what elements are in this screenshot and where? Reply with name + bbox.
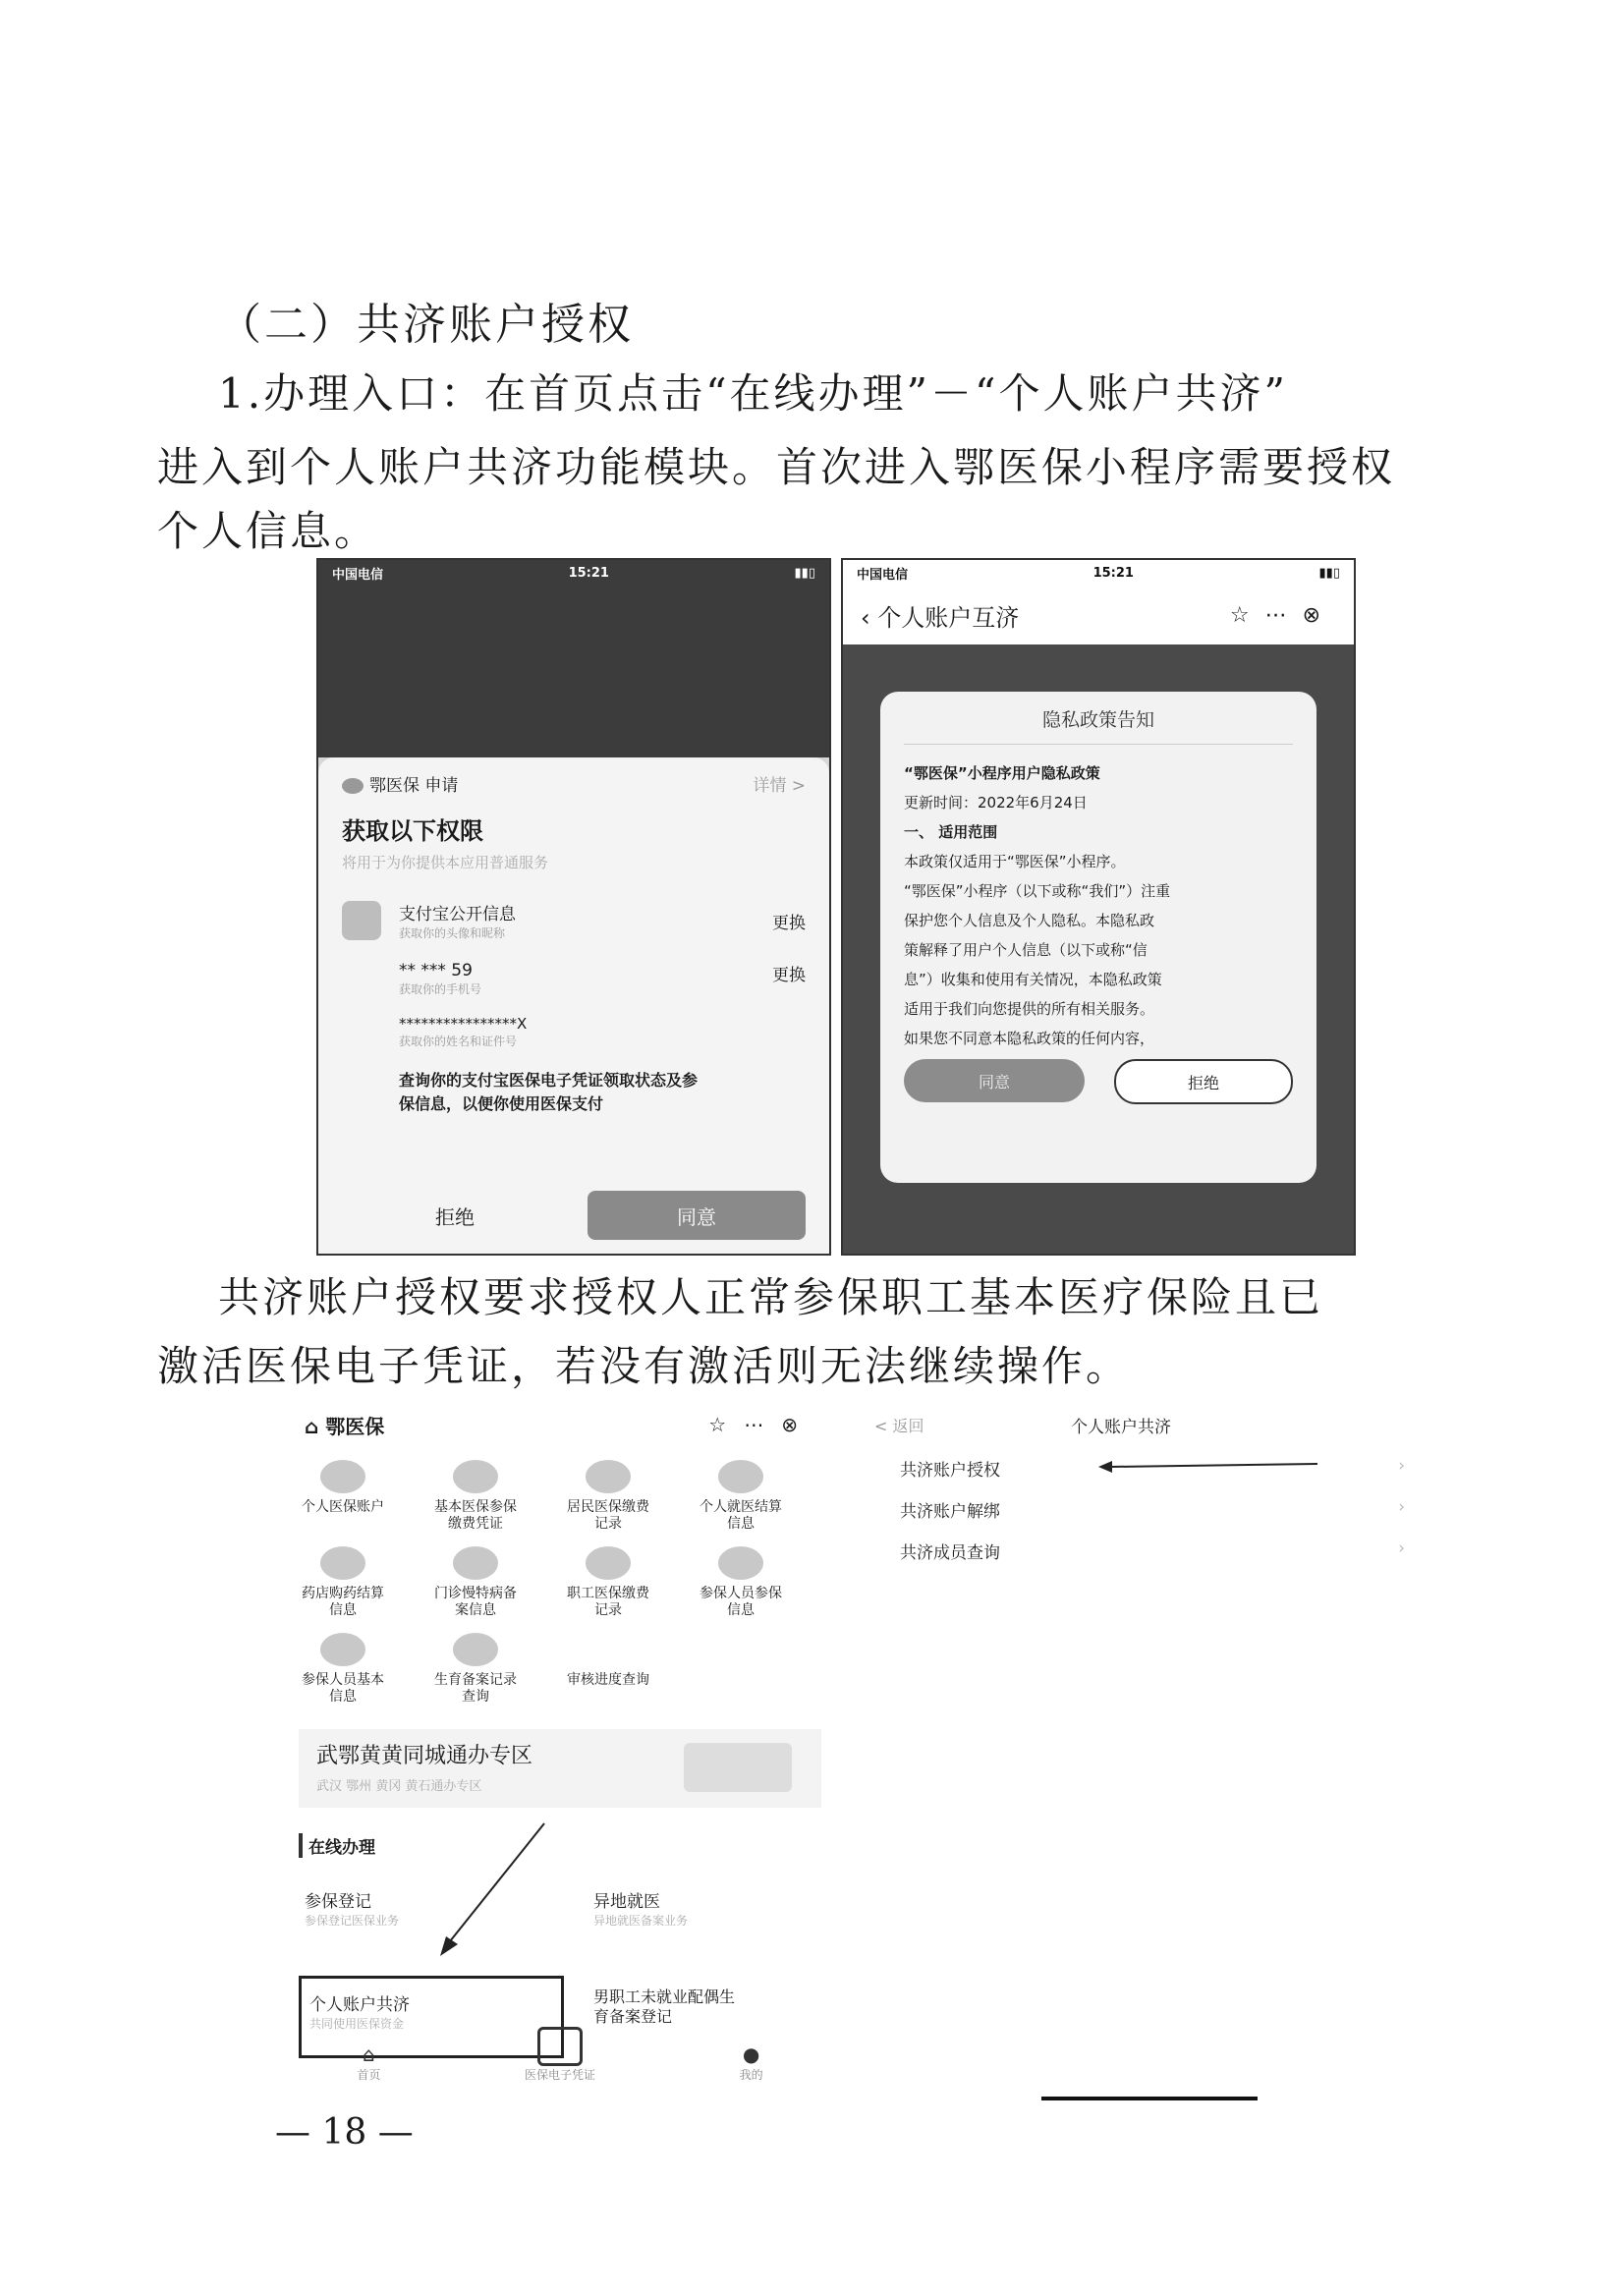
policy-line: 息”）收集和使用有关情况，本隐私政策 [904,971,1162,988]
grid-item[interactable] [431,1460,520,1533]
battery-icon: ▮▮▯ [1318,565,1340,581]
grid-item[interactable] [299,1546,387,1619]
service-icon [453,1460,498,1493]
tab-home[interactable] [357,2043,380,2083]
service-icon [718,1460,763,1493]
chevron-right-icon: › [1398,1539,1405,1558]
star-icon[interactable]: ☆ [708,1413,745,1436]
home-icon[interactable]: ⌂ [305,1414,319,1438]
grid-label: 职工医保缴费记录 [567,1586,649,1618]
grid-item[interactable] [431,1546,520,1619]
agree-button[interactable]: 同意 [588,1191,806,1240]
notice-line: 保信息，以便你使用医保支付 [399,1094,604,1113]
permissions-title: 获取以下权限 [342,817,483,845]
banner-title: 武鄂黄黄同城通办专区 [316,1744,533,1768]
more-icon[interactable]: ⋯ [744,1413,782,1436]
grid-label: 基本医保参保缴费凭证 [434,1499,517,1532]
policy-line: 保护您个人信息及个人隐私。本隐私政 [904,912,1155,929]
permission-sub: 获取你的手机号 [399,982,482,996]
paragraph-1-line-3: 个人信息。 [157,507,379,555]
policy-line: 一、 适用范围 [904,823,998,841]
permission-item [342,900,806,941]
pointer-arrow-icon [1096,1458,1322,1474]
grid-label: 个人就医结算信息 [700,1499,782,1532]
clock: 15:21 [1092,565,1134,581]
permissions-subtitle: 将用于为你提供本应用普通服务 [342,854,549,871]
service-icon [453,1546,498,1580]
city-banner[interactable] [299,1729,821,1808]
paragraph-1-line-1: 1.办理入口：在首页点击“在线办理”－“个人账户共济” [218,369,1288,418]
grid-item[interactable] [564,1460,652,1533]
grid-label: 药店购药结算信息 [302,1586,384,1618]
notice-text [342,1069,806,1116]
tab-medical-code[interactable] [525,2027,595,2083]
page-number: — 18 — [275,2112,414,2153]
tab-label: 首页 [357,2068,381,2082]
battery-icon: ▮▮▯ [794,565,815,581]
menu-title: 个人账户共济 [1071,1417,1171,1437]
service-icon [320,1460,365,1493]
permission-label: 支付宝公开信息 [399,905,516,924]
paragraph-1-line-2: 进入到个人账户共济功能模块。首次进入鄂医保小程序需要授权 [157,443,1396,491]
tab-bar [285,2028,835,2083]
qr-code-icon [537,2027,583,2066]
grid-label: 个人医保账户 [302,1499,384,1515]
service-icon [320,1546,365,1580]
banner-subtitle: 武汉 鄂州 黄冈 黄石通办专区 [316,1779,482,1794]
service-icon [586,1546,631,1580]
tab-label: 医保电子凭证 [524,2068,595,2082]
permission-item [342,961,806,997]
grid-item[interactable] [299,1633,387,1706]
grid-item[interactable] [564,1546,652,1619]
permission-item [342,1015,806,1049]
grid-label: 生育备案记录查询 [434,1672,517,1705]
service-sub: 异地就医备案业务 [593,1914,689,1928]
menu-label: 共济成员查询 [900,1543,1000,1563]
pointer-arrow-icon [436,1819,554,1966]
app-request-label: 鄂医保 申请 [369,776,459,796]
permission-sub: 获取你的头像和昵称 [399,926,506,940]
service-sub: 共同使用医保资金 [309,2017,405,2031]
service-card[interactable] [593,1887,829,1929]
tab-profile[interactable] [740,2043,763,2083]
back-button[interactable]: < 返回 [874,1416,924,1435]
chevron-right-icon: › [1398,1456,1405,1476]
paragraph-2-line-2: 激活医保电子凭证，若没有激活则无法继续操作。 [157,1342,1131,1390]
privacy-dialog [880,692,1316,1183]
service-card[interactable] [593,1987,741,2027]
screenshot-home [285,1405,835,2083]
policy-line: 适用于我们向您提供的所有相关服务。 [904,1000,1155,1018]
grid-item[interactable] [564,1633,652,1706]
tab-label: 我的 [739,2068,763,2082]
details-link[interactable]: 详情 > [753,776,806,796]
home-icon: ⌂ [362,2043,375,2066]
screenshot-privacy-policy [841,558,1356,1256]
more-icon[interactable]: ⋯ [1264,602,1303,628]
permission-sub: 获取你的姓名和证件号 [399,1035,518,1048]
close-icon[interactable]: ⊗ [1302,602,1336,628]
clock: 15:21 [568,565,609,581]
grid-label: 审核进度查询 [567,1672,649,1688]
screenshot-authorization [316,558,831,1256]
permission-label: ****************X [399,1015,528,1033]
change-button[interactable]: 更换 [772,966,806,985]
section-heading: （二）共济账户授权 [218,300,634,350]
banner-illustration-icon [684,1743,792,1792]
star-icon[interactable]: ☆ [1229,602,1265,628]
decorative-rule [1041,2097,1258,2100]
service-icon [320,1633,365,1666]
reject-button[interactable]: 拒绝 [435,1204,475,1229]
menu-item-authorize[interactable] [900,1456,1405,1497]
reject-button[interactable]: 拒绝 [1114,1059,1293,1104]
chevron-right-icon: › [1398,1497,1405,1517]
service-icon [586,1460,631,1493]
menu-label: 共济账户解绑 [900,1502,1000,1522]
grid-label: 居民医保缴费记录 [567,1499,649,1532]
close-icon[interactable]: ⊗ [781,1413,815,1436]
policy-line: “鄂医保”小程序（以下或称“我们”）注重 [904,882,1171,900]
service-title: 个人账户共济 [309,1995,410,2015]
nav-title: 个人账户互济 [877,603,1020,632]
menu-label: 共济账户授权 [900,1461,1000,1481]
policy-line: 策解释了用户个人信息（以下或称“信 [904,941,1148,959]
grid-label: 参保人员基本信息 [302,1672,384,1705]
dialog-title: 隐私政策告知 [904,705,1293,745]
permission-label: ** *** 59 [399,961,473,980]
app-title: 鄂医保 [325,1414,385,1438]
grid-label: 参保人员参保信息 [700,1586,782,1618]
policy-text [904,758,1293,1053]
agree-button[interactable]: 同意 [904,1059,1085,1102]
menu-item-unbind[interactable] [900,1497,1405,1539]
policy-line: 更新时间：2022年6月24日 [904,794,1088,812]
service-title: 异地就医 [593,1892,660,1912]
service-title: 男职工未就业配偶生育备案登记 [593,1987,736,2026]
user-icon: ● [742,2043,760,2066]
grid-item[interactable] [697,1460,785,1533]
policy-line: 如果您不同意本隐私政策的任何内容， [904,1030,1155,1047]
notice-line: 查询你的支付宝医保电子凭证领取状态及参 [399,1071,699,1090]
change-button[interactable]: 更换 [772,913,806,933]
service-title: 参保登记 [305,1892,371,1912]
service-icon [718,1546,763,1580]
alipay-avatar-icon [342,901,381,940]
service-grid [285,1444,835,1706]
back-icon[interactable]: ‹ [861,603,870,632]
carrier-label: 中国电信 [332,567,384,583]
menu-item-members[interactable] [900,1539,1405,1580]
grid-label: 门诊慢特病备案信息 [434,1586,517,1618]
paragraph-2-line-1: 共济账户授权要求授权人正常参保职工基本医疗保险且已 [218,1273,1324,1321]
app-logo-icon [342,778,364,794]
grid-item[interactable] [697,1546,785,1619]
grid-item[interactable] [299,1460,387,1533]
carrier-label: 中国电信 [857,567,909,583]
online-section-title: 在线办理 [299,1833,821,1858]
policy-line: “鄂医保”小程序用户隐私政策 [904,764,1100,782]
grid-item[interactable] [431,1633,520,1706]
service-icon [453,1633,498,1666]
screenshot-shared-account-menu [865,1405,1415,1582]
policy-line: 本政策仅适用于“鄂医保”小程序。 [904,853,1126,870]
service-sub: 参保登记医保业务 [305,1914,400,1928]
